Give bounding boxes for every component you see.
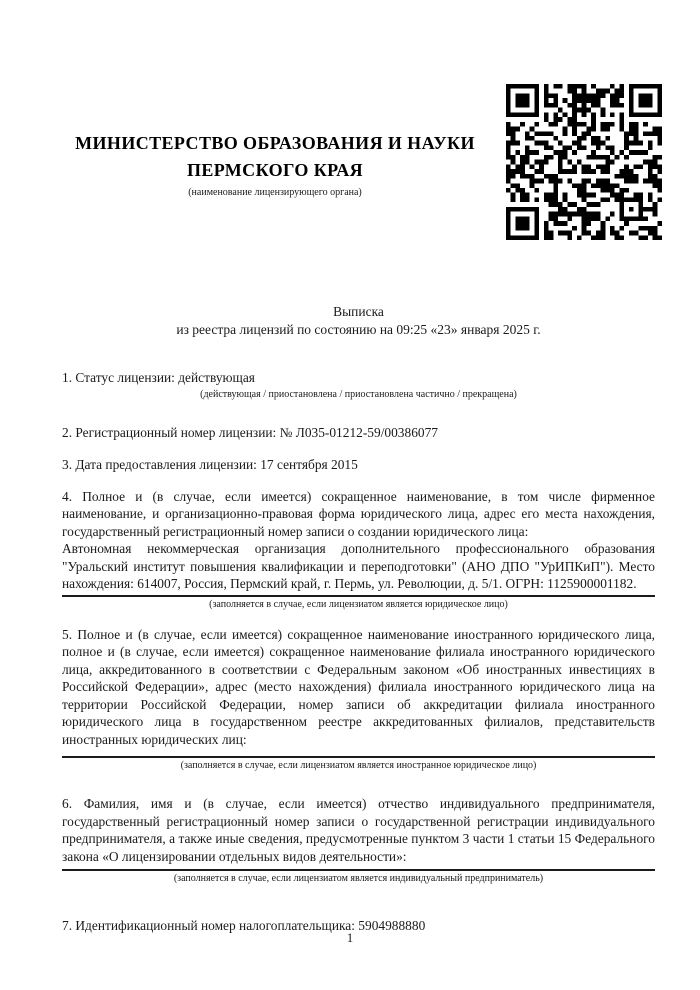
item-license-grant-date: 3. Дата предоставления лицензии: 17 сентября 2015 bbox=[62, 457, 358, 472]
foreign-entity-label: 5. Полное и (в случае, если имеется) сокращенное наименование иностранного юридического лица, полное и (в случае, если имеется) сокращенное наименование филиала иностранного юридического лица, аккредитованного в соответствии с Федеральным законом «Об иностранных инвестициях в Российской Федерации», адрес (место нахождения) филиала иностранного юридического лица на территории Российской Федерации, номер записи об аккредитации филиала иностранного юридического лица в государственном реестре аккредитованных филиалов, представительств иностранных юридических лиц: bbox=[62, 626, 655, 747]
fill-line-foreign-entity bbox=[62, 756, 655, 758]
qr-code bbox=[506, 84, 662, 240]
item-legal-entity bbox=[62, 488, 655, 611]
item-registration-number: 2. Регистрационный номер лицензии: № Л035-01212-59/00386077 bbox=[62, 424, 438, 440]
item-foreign-entity bbox=[62, 626, 655, 773]
legal-entity-value: Автономная некоммерческая организация дополнительного профессионального образования "Уральский институт повышения квалификации и переподготовки" (АНО ДПО "УрИПКиП"). Место нахождения: 614007, Россия, Пермский край, г. Пермь, ул. Революции, д. 5/1. ОГРН: 1125900001182. bbox=[62, 541, 655, 591]
document-title-line1: Выписка bbox=[333, 304, 384, 319]
authority-field-caption: (наименование лицензирующего органа) bbox=[188, 187, 362, 198]
licensing-authority-name bbox=[62, 130, 488, 184]
legal-entity-caption: (заполняется в случае, если лицензиатом является юридическое лицо) bbox=[209, 598, 508, 610]
item-taxpayer-id: 7. Идентификационный номер налогоплательщика: 5904988880 bbox=[62, 918, 426, 933]
fill-line-legal-entity bbox=[62, 595, 655, 597]
ministry-name-line1: МИНИСТЕРСТВО ОБРАЗОВАНИЯ И НАУКИ bbox=[75, 133, 475, 153]
license-status-text: 1. Статус лицензии: действующая bbox=[62, 370, 255, 385]
document-title-line2: из реестра лицензий по состоянию на 09:25 «23» января 2025 г. bbox=[176, 321, 541, 337]
fill-line-entrepreneur bbox=[62, 869, 655, 871]
license-status-caption: (действующая / приостановлена / приостановлена частично / прекращена) bbox=[200, 388, 517, 400]
item-license-status bbox=[62, 369, 655, 401]
page-number: 1 bbox=[346, 931, 354, 945]
entrepreneur-caption: (заполняется в случае, если лицензиатом является индивидуальный предприниматель) bbox=[173, 873, 544, 884]
item-individual-entrepreneur bbox=[62, 795, 655, 885]
entrepreneur-label: 6. Фамилия, имя и (в случае, если имеется) отчество индивидуального предпринимателя, государственный регистрационный номер записи о государственной регистрации индивидуального предпринимателя, а также иные сведения, предусмотренные пунктом 3 части 1 статьи 15 Федерального закона «О лицензировании отдельных видов деятельности»: bbox=[62, 796, 655, 864]
legal-entity-label: 4. Полное и (в случае, если имеется) сокращенное наименование, в том числе фирменное наименование, и организационно-правовая форма юридического лица, адрес его места нахождения, государственный регистрационный номер записи о создании юридического лица: bbox=[62, 488, 655, 539]
foreign-entity-caption: (заполняется в случае, если лицензиатом является иностранное юридическое лицо) bbox=[180, 760, 537, 771]
document-title bbox=[62, 303, 655, 338]
ministry-name-line2: ПЕРМСКОГО КРАЯ bbox=[186, 160, 364, 180]
